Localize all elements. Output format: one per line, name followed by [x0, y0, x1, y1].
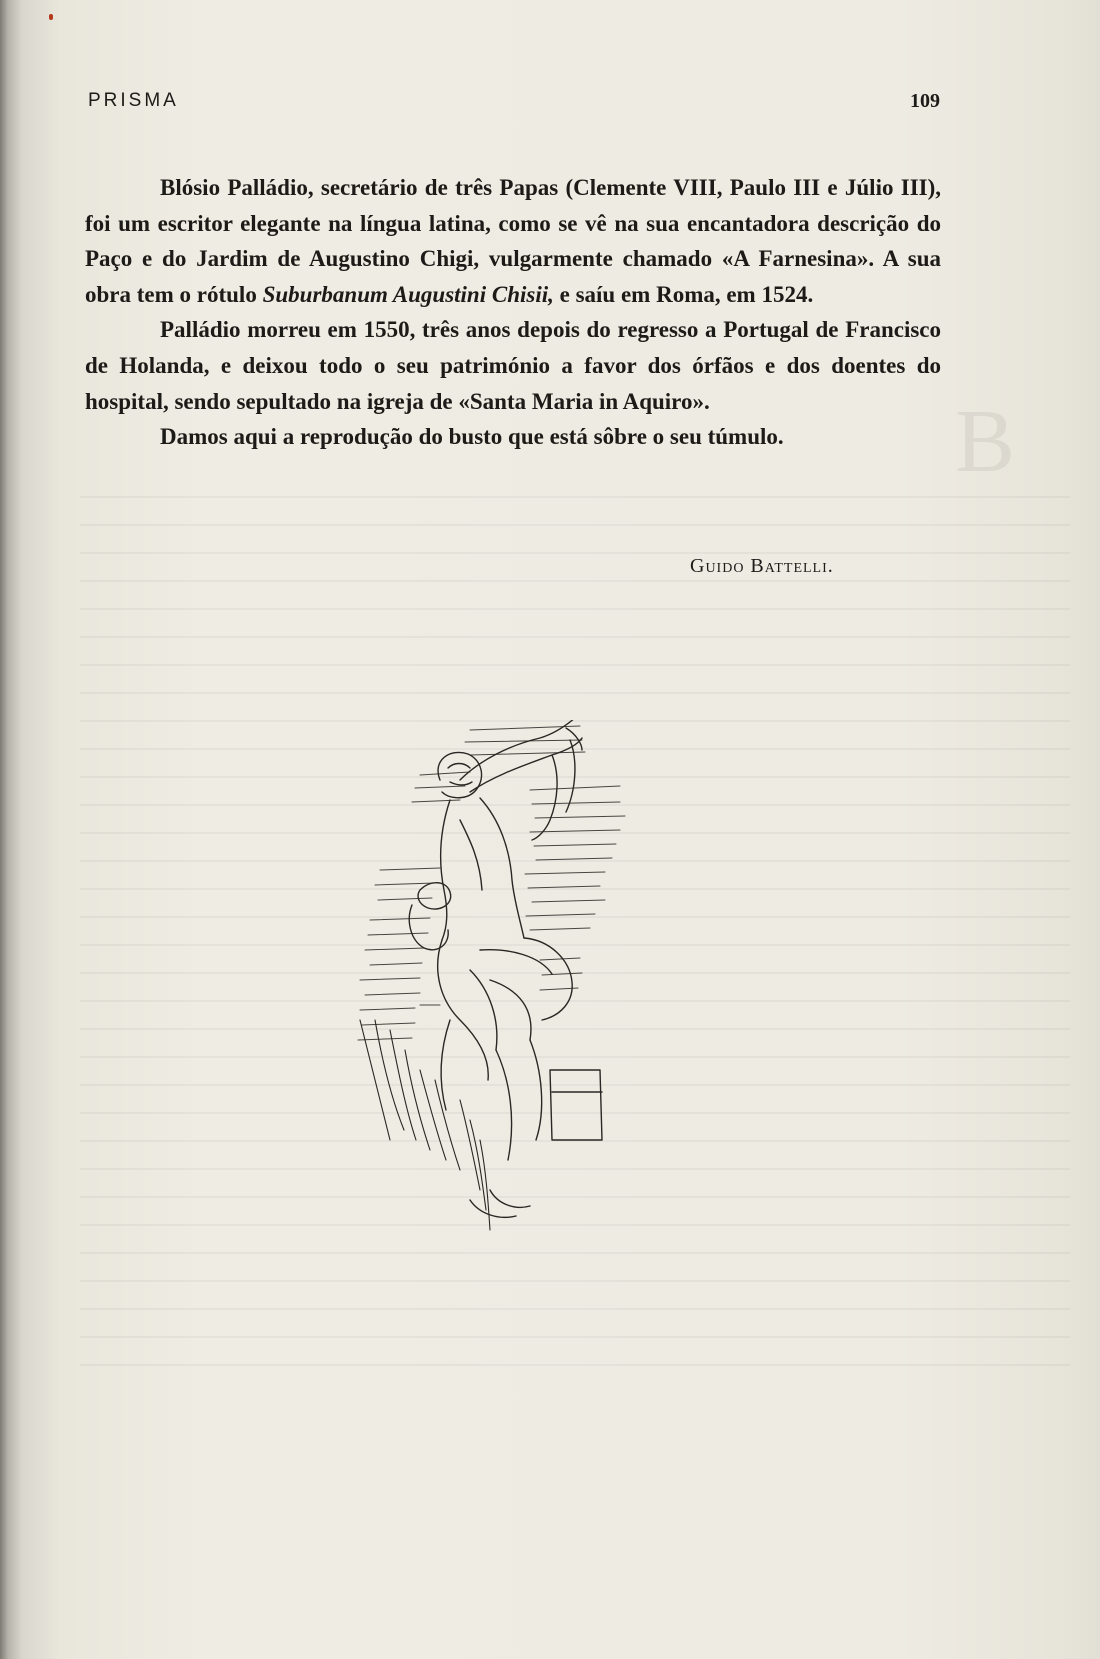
paragraph-2: Palládio morreu em 1550, três anos depois do regresso a Portugal de Francisco de Holanda, e deixou todo o seu património a favor dos órfãos e dos doentes do hospital, sendo sepultado na igreja de «Santa Maria in Aquiro».: [85, 317, 941, 414]
page-header: [88, 90, 940, 118]
running-title: PRISMA: [88, 90, 179, 111]
author-signature: Guido Battelli.: [690, 555, 834, 577]
body-text: [85, 170, 941, 455]
book-title: Suburbanum Augustini Chisii,: [262, 281, 554, 307]
ink-speck: [49, 14, 53, 20]
seated-figure-sketch-icon: [320, 720, 690, 1240]
paragraph-1-end: e saíu em Roma, em 1524.: [553, 281, 814, 307]
paragraph-1: [85, 170, 941, 312]
paragraph-1-text: Blósio Palládio, secretário de três Papas (Clemente VIII, Paulo III e Júlio III), foi um escritor elegante na língua latina, como se vê na sua encantadora descrição do Paço e do Jardim de Augustino Chigi, vulgarmente chamado «A Farnesina». A sua obra tem o rótulo: [85, 175, 941, 307]
page-number: 109: [910, 90, 940, 112]
paragraph-3: Damos aqui a reprodução do busto que está sôbre o seu túmulo.: [160, 424, 784, 450]
show-through-initial: B: [955, 392, 1016, 491]
